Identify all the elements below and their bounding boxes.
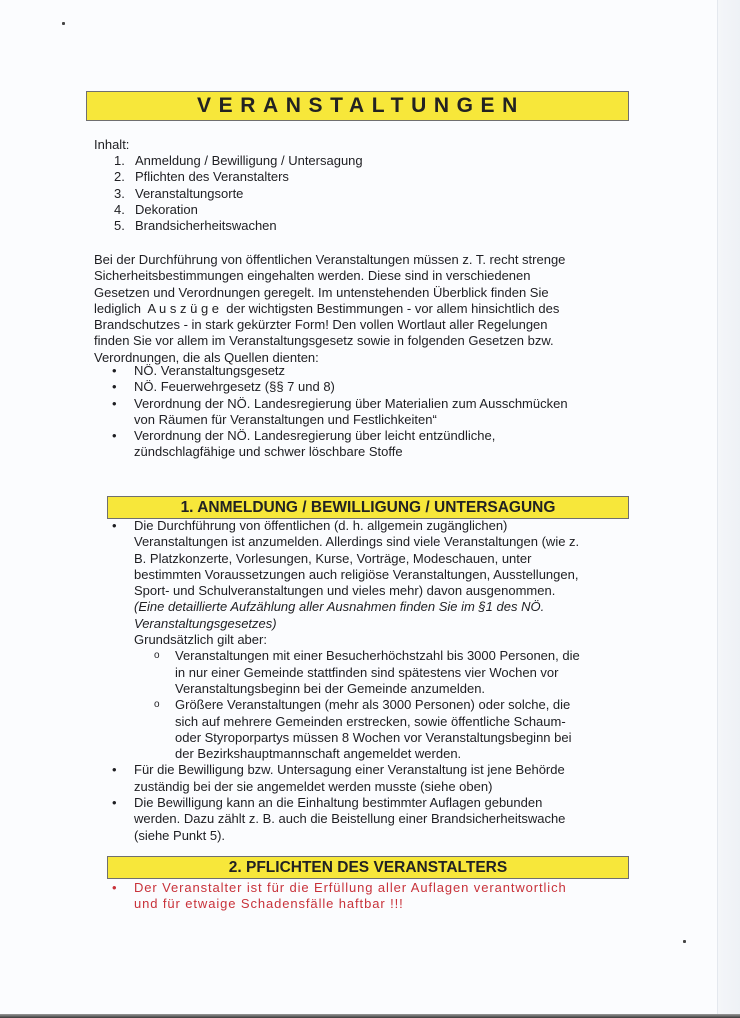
bullet-icon: • <box>112 363 117 378</box>
toc-item <box>110 186 363 202</box>
scan-bottom-edge <box>0 1014 740 1018</box>
scan-speck <box>62 22 65 25</box>
toc-item <box>110 218 363 234</box>
text-line: Größere Veranstaltungen (mehr als 3000 Personen) oder solche, die <box>175 697 571 713</box>
text-line: oder Styroporpartys müssen 8 Wochen vor Veranstaltungsbeginn bei <box>175 729 572 745</box>
toc-number: 4. <box>114 201 125 217</box>
text-line: Bei der Durchführung von öffentlichen Veranstaltungen müssen z. T. recht strenge <box>94 252 566 267</box>
text-line: von Räumen für Veranstaltungen und Festlichkeiten“ <box>134 411 437 427</box>
source-item <box>112 379 568 395</box>
toc-number: 2. <box>114 169 125 185</box>
toc-item <box>110 202 363 218</box>
source-item <box>112 396 568 429</box>
bullet-icon: • <box>112 379 117 395</box>
circle-bullet-icon: o <box>154 699 160 711</box>
source-item <box>112 363 568 379</box>
bullet-icon: • <box>112 395 117 411</box>
section-1-heading: 1. ANMELDUNG / BEWILLIGUNG / UNTERSAGUNG <box>180 498 556 516</box>
section-1-list <box>112 518 580 844</box>
text-line: Verordnung der NÖ. Landesregierung über Materialien zum Ausschmücken <box>134 395 568 411</box>
toc-item <box>110 169 363 185</box>
text-line: sich auf mehrere Gemeinden erstrecken, sowie öffentliche Schaum- <box>175 713 566 729</box>
text-line: in nur einer Gemeinde stattfinden sind spätestens vier Wochen vor <box>175 664 559 680</box>
document-title: VERANSTALTUNGEN <box>197 94 525 117</box>
section-1-bullet-registration <box>112 518 580 762</box>
section-1-bullet-conditions <box>112 795 580 844</box>
text-line: werden. Dazu zählt z. B. auch die Beistellung einer Brandsicherheitswache <box>134 811 566 827</box>
sub-item-small-events <box>154 648 580 697</box>
bullet-icon: • <box>112 518 117 533</box>
table-of-contents <box>110 153 363 234</box>
toc-text: Dekoration <box>135 201 198 217</box>
text-line: Verordnungen, die als Quellen dienten: <box>94 349 319 365</box>
text-line: Sicherheitsbestimmungen eingehalten werden. Diese sind in verschiedenen <box>94 268 531 284</box>
text-line: Die Durchführung von öffentlichen (d. h. allgemein zugänglichen) <box>134 518 508 533</box>
sources-list <box>112 363 568 461</box>
toc-number: 5. <box>114 218 125 234</box>
section-1-heading-banner <box>107 496 629 519</box>
text-line: zuständig bei der sie angemeldet werden musste (siehe oben) <box>134 778 493 794</box>
italic-note-line: (Eine detaillierte Aufzählung aller Ausnahmen finden Sie im §1 des NÖ. <box>134 599 545 615</box>
text-line: Veranstaltungen ist anzumelden. Allerdings sind viele Veranstaltungen (wie z. <box>134 534 580 550</box>
sub-list <box>154 648 580 762</box>
text-line: Brandschutzes - in stark gekürzter Form! Den vollen Wortlaut aller Regelungen <box>94 317 548 333</box>
source-item <box>112 428 568 461</box>
text-line: B. Platzkonzerte, Vorlesungen, Kurse, Vorträge, Modeschauen, unter <box>134 550 532 566</box>
warning-text-line: und für etwaige Schadensfälle haftbar !!! <box>134 896 404 912</box>
section-1-bullet-authority <box>112 762 580 795</box>
toc-text: Anmeldung / Bewilligung / Untersagung <box>135 153 363 168</box>
text-line: lediglich A u s z ü g e der wichtigsten Bestimmungen - vor allem hinsichtlich des <box>94 300 560 316</box>
section-2-bullet-liability <box>112 880 567 913</box>
toc-number: 3. <box>114 185 125 201</box>
text-line: Für die Bewilligung bzw. Untersagung einer Veranstaltung ist jene Behörde <box>134 762 565 778</box>
text-line: Veranstaltungsbeginn bei der Gemeinde anzumelden. <box>175 680 486 696</box>
bullet-icon: • <box>112 880 118 895</box>
text-line: bestimmten Voraussetzungen auch religiöse Veranstaltungen, Ausstellungen, <box>134 566 579 582</box>
toc-text: Pflichten des Veranstalters <box>135 169 289 185</box>
bullet-icon: • <box>112 428 117 444</box>
toc-text: Brandsicherheitswachen <box>135 218 277 234</box>
text-line: Veranstaltungen mit einer Besucherhöchstzahl bis 3000 Personen, die <box>175 648 580 664</box>
section-2-list <box>112 880 567 913</box>
text-line: zündschlagfähige und schwer löschbare Stoffe <box>134 444 403 460</box>
text-line: Gesetzen und Verordnungen geregelt. Im untenstehenden Überblick finden Sie <box>94 284 549 300</box>
text-line: (siehe Punkt 5). <box>134 827 226 843</box>
toc-number: 1. <box>114 153 125 168</box>
text-line: NÖ. Feuerwehrgesetz (§§ 7 und 8) <box>134 379 335 395</box>
contents-label: Inhalt: <box>94 137 130 152</box>
warning-text-line: Der Veranstalter ist für die Erfüllung aller Auflagen verantwortlich <box>134 880 567 895</box>
sub-item-large-events <box>154 697 580 762</box>
text-line: finden Sie vor allem im Veranstaltungsgesetz sowie in folgenden Gesetzen bzw. <box>94 333 554 349</box>
intro-paragraph <box>94 252 565 366</box>
section-2-heading-banner <box>107 856 629 879</box>
text-line: Die Bewilligung kann an die Einhaltung bestimmter Auflagen gebunden <box>134 795 543 811</box>
text-line: Sport- und Schulveranstaltungen und vieles mehr) davon ausgenommen. <box>134 583 556 599</box>
document-title-banner <box>86 91 629 121</box>
scan-page-edge <box>717 0 740 1018</box>
toc-item <box>110 153 363 169</box>
circle-bullet-icon: o <box>154 650 160 662</box>
text-line: Verordnung der NÖ. Landesregierung über leicht entzündliche, <box>134 428 496 444</box>
text-line: NÖ. Veranstaltungsgesetz <box>134 363 286 378</box>
principle-label: Grundsätzlich gilt aber: <box>134 632 267 648</box>
toc-text: Veranstaltungsorte <box>135 185 244 201</box>
text-line: der Bezirkshauptmannschaft angemeldet werden. <box>175 746 462 762</box>
scan-speck <box>683 940 686 943</box>
italic-note-line: Veranstaltungsgesetzes) <box>134 615 277 631</box>
bullet-icon: • <box>112 762 117 778</box>
section-2-heading: 2. PFLICHTEN DES VERANSTALTERS <box>228 858 508 876</box>
bullet-icon: • <box>112 795 117 811</box>
